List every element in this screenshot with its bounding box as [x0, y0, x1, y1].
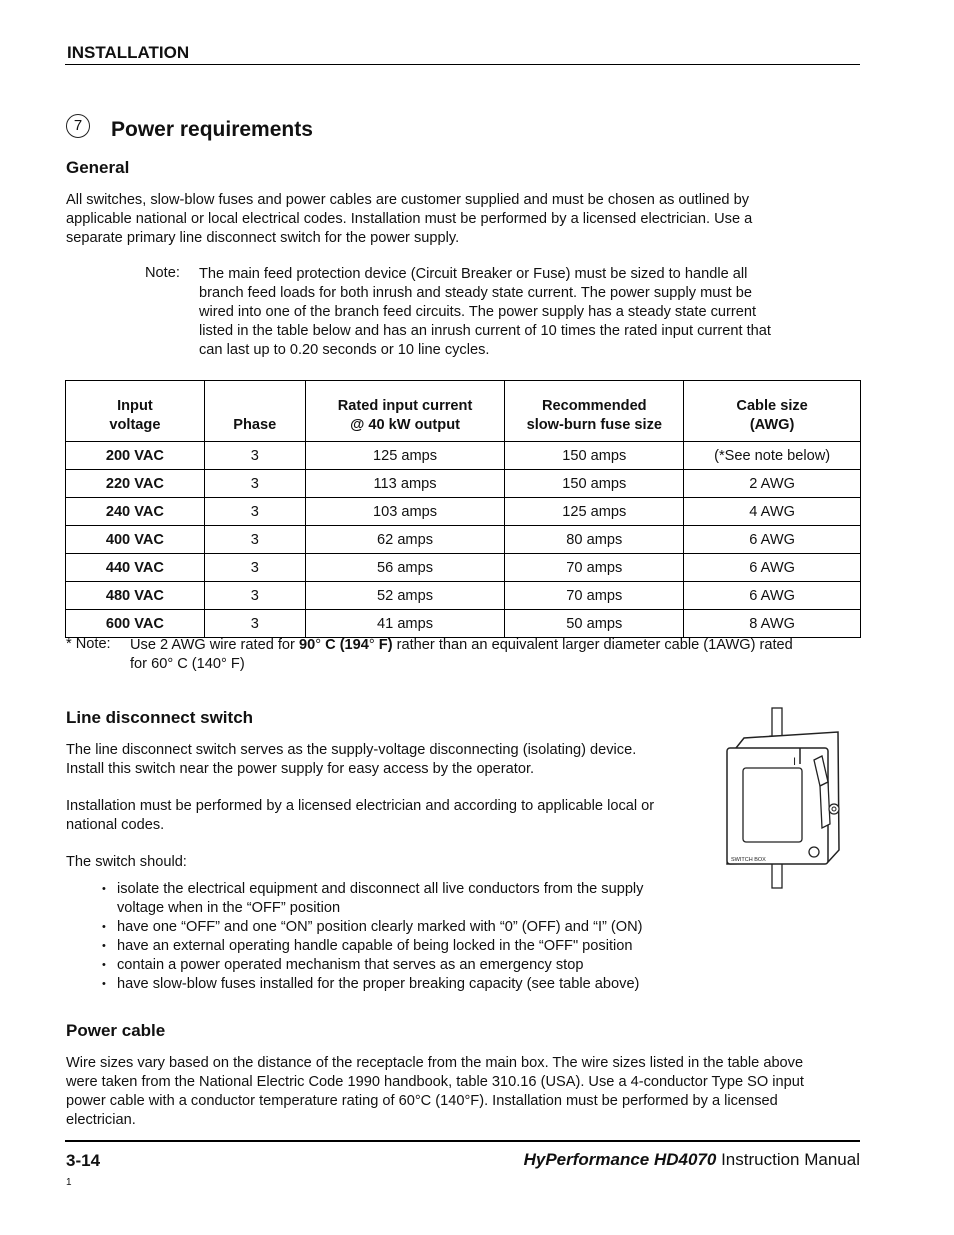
cell-phase: 3: [204, 526, 305, 554]
cell-fuse: 125 amps: [505, 498, 684, 526]
general-heading: General: [66, 158, 130, 177]
header-fuse-size: Recommended slow-burn fuse size: [505, 381, 684, 442]
table-row: [66, 498, 861, 526]
switch-should-text: The switch should:: [66, 854, 187, 870]
cell-voltage: 220 VAC: [66, 470, 205, 498]
cell-cable: 6 AWG: [684, 582, 861, 610]
table-row: [66, 442, 861, 470]
disconnect-heading: Line disconnect switch: [66, 708, 254, 727]
cell-current: 41 amps: [305, 610, 505, 638]
list-item: • contain a power operated mechanism that serves as an emergency stop: [102, 957, 584, 973]
general-paragraph: All switches, slow-blow fuses and power cables are customer supplied and must be chosen as outlined by applicable national or local electrical codes. Installation must be performed by a licensed electrician. Use a separate primary line disconnect switch for the power supply.: [66, 192, 753, 246]
cell-current: 52 amps: [305, 582, 505, 610]
cell-current: 62 amps: [305, 526, 505, 554]
page-number: 3-14: [66, 1151, 101, 1170]
cell-voltage: 240 VAC: [66, 498, 205, 526]
cell-fuse: 150 amps: [505, 470, 684, 498]
revision-number: 1: [66, 1177, 72, 1188]
cell-voltage: 600 VAC: [66, 610, 205, 638]
header-cable-size: Cable size (AWG): [684, 381, 861, 442]
list-item: • have one “OFF” and one “ON” position clearly marked with “0” (OFF) and “I” (ON): [102, 919, 643, 935]
cell-current: 113 amps: [305, 470, 505, 498]
cell-cable: 6 AWG: [684, 554, 861, 582]
section-header: INSTALLATION: [67, 43, 190, 62]
cell-fuse: 70 amps: [505, 554, 684, 582]
cell-phase: 3: [204, 498, 305, 526]
footer-rule: [65, 1140, 860, 1142]
cell-current: 103 amps: [305, 498, 505, 526]
switch-box-illustration: [718, 704, 848, 894]
cell-phase: 3: [204, 554, 305, 582]
cell-fuse: 150 amps: [505, 442, 684, 470]
switch-box-label: SWITCH BOX: [731, 857, 766, 863]
list-item: • have slow-blow fuses installed for the proper breaking capacity (see table above): [102, 976, 640, 992]
list-item: • have an external operating handle capable of being locked in the “OFF" position: [102, 938, 633, 954]
header-input-voltage: Input voltage: [66, 381, 205, 442]
cell-cable: 4 AWG: [684, 498, 861, 526]
header-phase: Phase: [204, 381, 305, 442]
table-row: [66, 610, 861, 638]
cell-current: 56 amps: [305, 554, 505, 582]
disconnect-paragraph-1: The line disconnect switch serves as the supply-voltage disconnecting (isolating) device. Install this switch near the power supply for easy access by the operator.: [66, 742, 637, 777]
cell-voltage: 200 VAC: [66, 442, 205, 470]
table-row: [66, 582, 861, 610]
cell-cable: 2 AWG: [684, 470, 861, 498]
cell-voltage: 400 VAC: [66, 526, 205, 554]
step-number-badge: 7: [66, 114, 90, 138]
cell-cable: (*See note below): [684, 442, 861, 470]
table-row: [66, 526, 861, 554]
list-item: • isolate the electrical equipment and disconnect all live conductors from the supply voltage when in the “OFF” position: [102, 881, 644, 916]
cell-current: 125 amps: [305, 442, 505, 470]
table-row: [66, 470, 861, 498]
cell-fuse: 80 amps: [505, 526, 684, 554]
on-position-mark: I: [793, 756, 797, 768]
page-title: Power requirements: [111, 118, 313, 141]
power-cable-heading: Power cable: [66, 1021, 166, 1040]
cell-fuse: 70 amps: [505, 582, 684, 610]
header-rule: [65, 64, 860, 65]
disconnect-paragraph-2: Installation must be performed by a licensed electrician and according to applicable local or national codes.: [66, 798, 655, 833]
footnote-label: * Note:: [66, 636, 111, 652]
cell-cable: 8 AWG: [684, 610, 861, 638]
manual-title: HyPerformance HD4070 Instruction Manual: [523, 1150, 860, 1169]
cell-cable: 6 AWG: [684, 526, 861, 554]
table-row: [66, 554, 861, 582]
header-rated-current: Rated input current @ 40 kW output: [305, 381, 505, 442]
cell-phase: 3: [204, 582, 305, 610]
note-text: The main feed protection device (Circuit Breaker or Fuse) must be sized to handle all branch feed loads for both inrush and steady state current. The power supply must be wired into one of the branch feed circuits. The power supply has a steady state current listed in the table below and has an inrush current of 10 times the rated input current that can last up to 0.20 seconds or 10 line cycles.: [199, 266, 771, 358]
power-cable-paragraph: Wire sizes vary based on the distance of the receptacle from the main box. The wire sizes listed in the table above were taken from the National Electric Code 1990 handbook, table 310.16 (USA). Use a 4-conductor Type SO input power cable with a conductor temperature rating of 60°C (140°F). Installation must be performed by a licensed electrician.: [66, 1055, 804, 1128]
footnote-text: Use 2 AWG wire rated for 90° C (194° F) rather than an equivalent larger diameter cable (1AWG) rated for 60° C (140° F): [130, 637, 793, 672]
switch-requirements-list: [100, 880, 700, 994]
cell-phase: 3: [204, 610, 305, 638]
cell-phase: 3: [204, 470, 305, 498]
cell-voltage: 480 VAC: [66, 582, 205, 610]
cell-voltage: 440 VAC: [66, 554, 205, 582]
power-spec-table: [65, 380, 861, 638]
table-header-row: [66, 381, 861, 442]
cell-phase: 3: [204, 442, 305, 470]
note-label: Note:: [145, 265, 180, 281]
cell-fuse: 50 amps: [505, 610, 684, 638]
